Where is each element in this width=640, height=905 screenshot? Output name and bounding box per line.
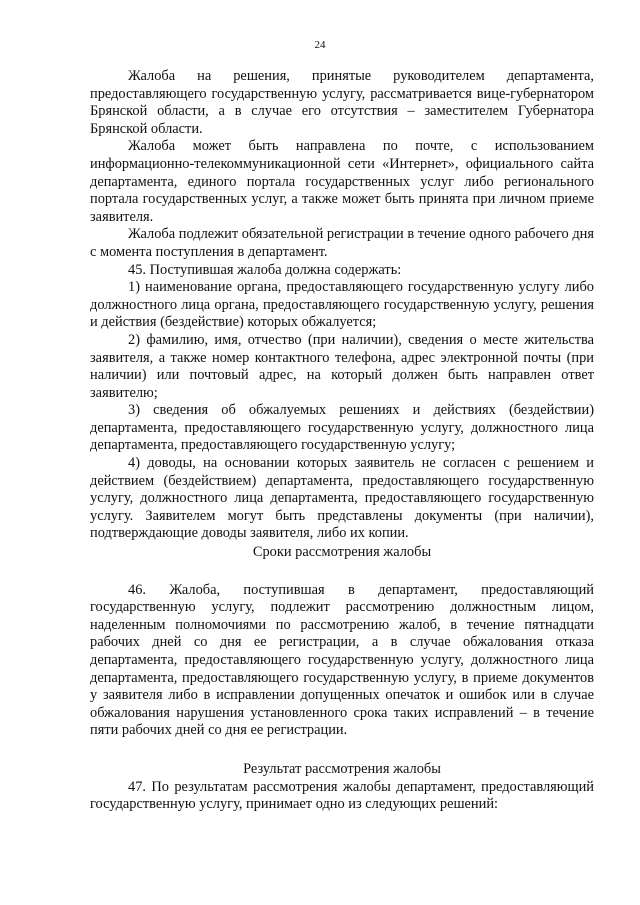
list-item-3: 3) сведения об обжалуемых решениях и действиях (бездействии) департамента, предоставляющего государственную услугу, должностного лица департамента, предоставляющего государственную услугу;	[90, 402, 594, 454]
paragraph-complaint-review-authority: Жалоба на решения, принятые руководителем департамента, предоставляющего государственную услугу, рассматривается вице-губернатором Брянской области, а в случае его отсутствия – заместителем Губернатора Брянской области.	[90, 68, 594, 137]
section-heading-review-terms: Сроки рассмотрения жалобы	[252, 544, 432, 561]
list-item-2: 2) фамилию, имя, отчество (при наличии), сведения о месте жительства заявителя, а также номер контактного телефона, адрес электронной почты (при наличии) или почтовый адрес, на который должен быть направлен ответ заявителю;	[90, 331, 594, 401]
paragraph-complaint-submission-channels: Жалоба может быть направлена по почте, с использованием информационно-телекоммуникационной сети «Интернет», официального сайта департамента, единого портала государственных услуг либо регионального портала государственных услуг, а также может быть принята при личном приеме заявителя.	[90, 138, 594, 225]
list-item-4: 4) доводы, на основании которых заявитель не согласен с решением и действием (бездействием) департамента, предоставляющего государственную услугу, должностного лица департамента, предоставляющего государственную услугу. Заявителем могут быть представлены документы (при наличии), подтверждающие доводы заявителя, либо их копии.	[90, 455, 594, 542]
paragraph-47: 47. По результатам рассмотрения жалобы департамент, предоставляющий государственную услугу, принимает одно из следующих решений:	[90, 778, 594, 813]
list-item-1: 1) наименование органа, предоставляющего государственную услугу либо должностного лица органа, предоставляющего государственную услугу, решения и действия (бездействие) которых обжалуется;	[90, 279, 594, 331]
paragraph-complaint-registration: Жалоба подлежит обязательной регистрации в течение одного рабочего дня с момента поступления в департамент.	[90, 226, 594, 260]
paragraph-46: 46. Жалоба, поступившая в департамент, предоставляющий государственную услугу, подлежит рассмотрению должностным лицом, наделенным полномочиями по рассмотрению жалоб, в течение пятнадцати рабочих дней со дня ее регистрации, а в случае обжалования отказа департамента, предоставляющего государственную услугу, должностного лица департамента, предоставляющего государственную услугу, в приеме документов у заявителя либо в исправлении допущенных опечаток и ошибок или в случае обжалования нарушения установленного срока таких исправлений – в течение пяти рабочих дней со дня ее регистрации.	[90, 581, 594, 739]
section-heading-review-result: Результат рассмотрения жалобы	[243, 760, 441, 777]
page-number: 24	[314, 39, 326, 51]
document-body	[90, 68, 594, 814]
paragraph-45-title: 45. Поступившая жалоба должна содержать:	[128, 261, 402, 278]
